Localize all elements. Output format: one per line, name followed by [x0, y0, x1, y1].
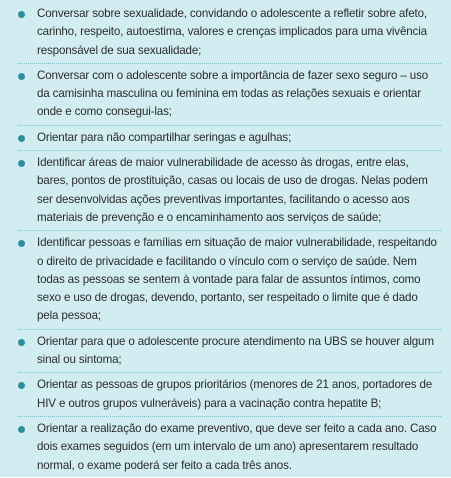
list-item-text: Orientar a realização do exame preventivo, que deve ser feito a cada ano. Caso dois exames seguidos (em um intervalo de um ano) apresentarem resultado normal, o exame poderá ser feito a cada três anos.: [37, 421, 437, 472]
list-item-text: Orientar para que o adolescente procure atendimento na UBS se houver algum sinal ou sintoma;: [37, 334, 434, 367]
bullet-icon: [18, 240, 25, 247]
list-item: [18, 420, 441, 478]
list-item-text: Conversar sobre sexualidade, convidando o adolescente a refletir sobre afeto, carinho, respeito, autoestima, valores e crenças implicados para uma vivência responsável de sua sexualidade;: [37, 7, 427, 57]
bullet-icon: [18, 11, 25, 18]
list-item: [18, 129, 441, 150]
list-item-text: Identificar pessoas e famílias em situação de maior vulnerabilidade, respeitando o direito de privacidade e facilitando o vínculo com o serviço de saúde. Nem todas as pessoas se sentem à vontade para falar de assuntos íntimos, como sexo e uso de drogas, devendo, portanto, ser respeitado o limite que é dado pela pessoa;: [37, 236, 437, 323]
list-item-text: Orientar para não compartilhar seringas e agulhas;: [37, 130, 292, 144]
bullet-icon: [18, 160, 25, 167]
list-item: [18, 67, 441, 125]
list-item: [18, 333, 441, 373]
bullet-icon: [18, 382, 25, 389]
divider: [18, 329, 441, 330]
bullet-icon: [18, 339, 25, 346]
list-item-text: Conversar com o adolescente sobre a importância de fazer sexo seguro – uso da camisinha masculina ou feminina em todas as relações sexuais e orientar onde e como consegui-las;: [37, 68, 429, 119]
bullet-icon: [18, 426, 25, 433]
list-item: [18, 5, 441, 63]
divider: [18, 416, 441, 417]
list-item-text: Identificar áreas de maior vulnerabilidade de acesso às drogas, entre elas, bares, pontos de prostituição, casas ou locais de uso de drogas. Nelas podem ser desenvolvidas ações preventivas importantes, facilitando o acesso aos materiais de prevenção e o encaminhamento aos serviços de saúde;: [37, 156, 428, 224]
divider: [18, 230, 441, 231]
list-item-text: Orientar as pessoas de grupos prioritários (menores de 21 anos, portadores de HIV e outros grupos vulneráveis) para a vacinação contra hepatite B;: [37, 378, 433, 410]
divider: [18, 63, 441, 64]
divider: [18, 125, 441, 126]
list-item: [18, 234, 441, 328]
list-item: [18, 154, 441, 230]
bullet-icon: [18, 73, 25, 80]
divider: [18, 150, 441, 151]
divider: [18, 372, 441, 373]
bullet-icon: [18, 135, 25, 142]
list-item: [18, 376, 441, 416]
